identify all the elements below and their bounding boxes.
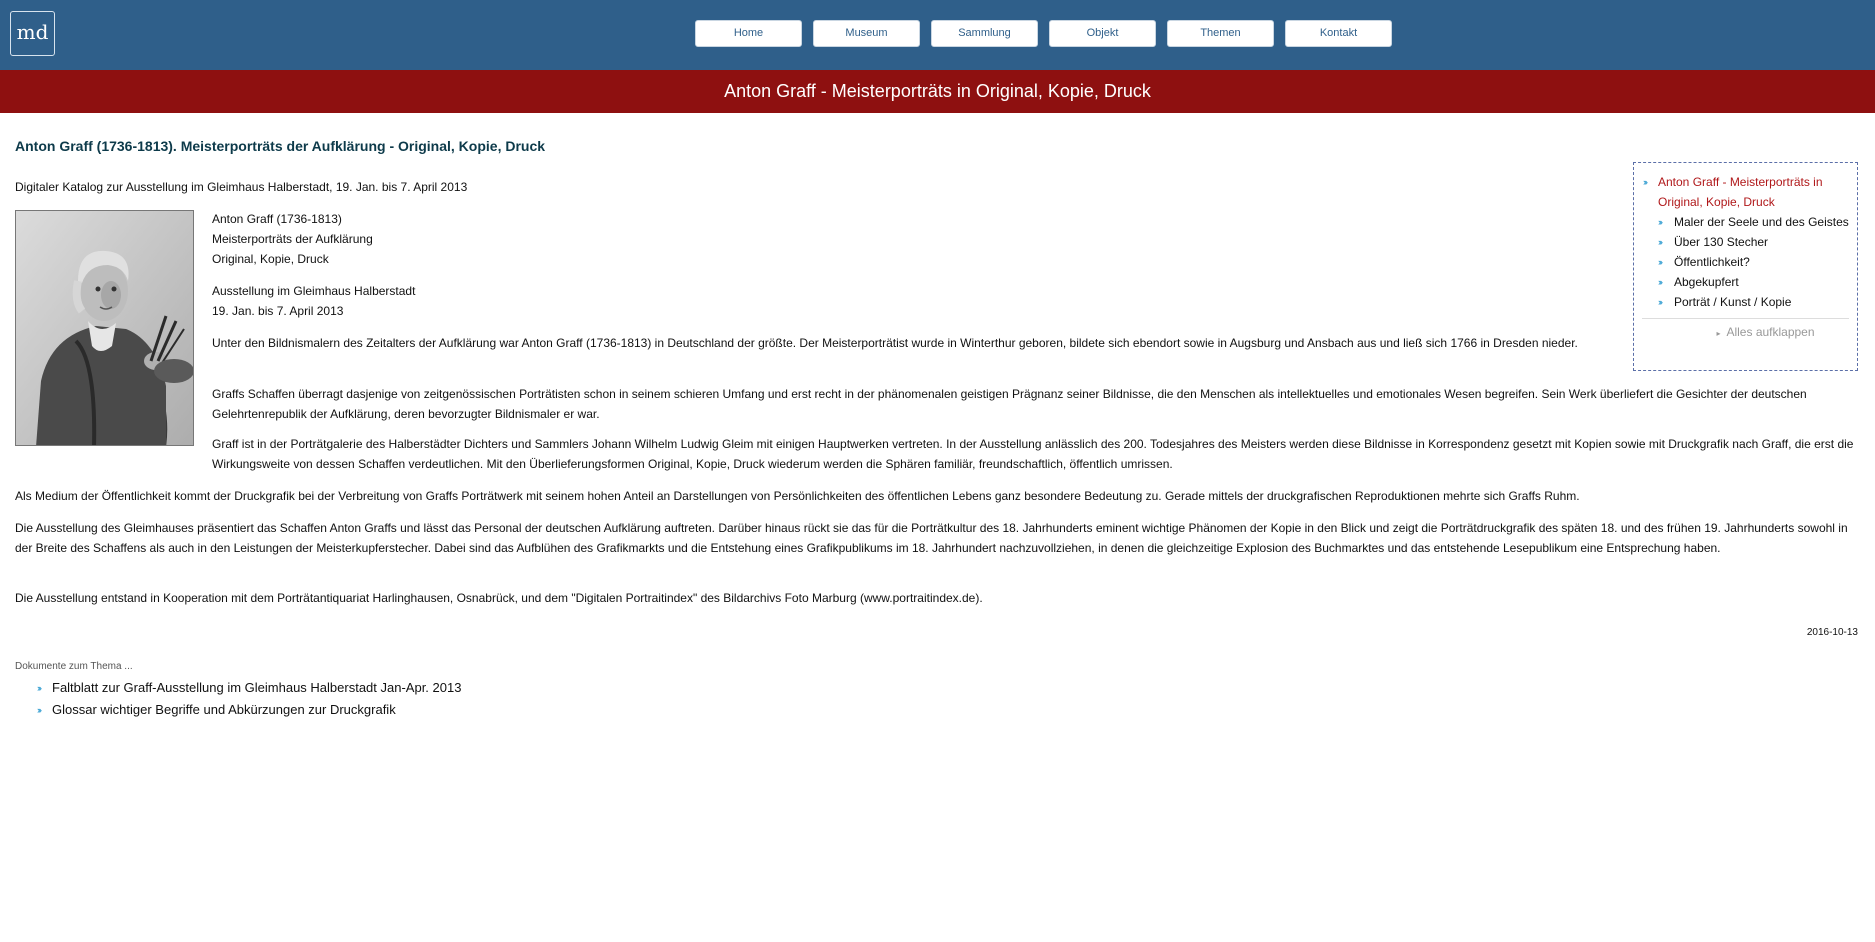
double-chevron-right-icon: ›››: [1643, 177, 1646, 187]
banner-title: Anton Graff - Meisterporträts in Original, Kopie, Druck: [724, 81, 1151, 101]
title-line-3: Original, Kopie, Druck: [212, 252, 329, 266]
title-banner: [0, 70, 1875, 113]
double-chevron-right-icon: ›››: [1658, 277, 1661, 287]
main-navigation: [695, 20, 1392, 47]
nav-themen-button[interactable]: Themen: [1167, 20, 1274, 47]
title-line-2: Meisterporträts der Aufklärung: [212, 232, 373, 246]
paragraph-6-text: Die Ausstellung entstand in Kooperation mit dem Porträtantiquariat Harlinghausen, Osnabrück, und dem "Digitalen Portraitindex" des Bildarchivs Foto Marburg (www.portraitindex.de).: [15, 591, 983, 605]
documents-list: [37, 677, 461, 721]
nav-kontakt-button[interactable]: Kontakt: [1285, 20, 1392, 47]
double-chevron-right-icon: ›››: [37, 705, 40, 715]
title-line-1: Anton Graff (1736-1813): [212, 212, 342, 226]
paragraph-4-text: Als Medium der Öffentlichkeit kommt der Druckgrafik bei der Verbreitung von Graffs Porträtwerk mit seinem hohen Anteil an Darstellungen von Persönlichkeiten des öffentlichen Lebens ganz besondere Bedeutung zu. Gerade mittels der druckgrafischen Reproduktionen mehrte sich Graffs Ruhm.: [15, 489, 1580, 503]
exhibition-block: [212, 281, 1597, 321]
section-navigation: [1633, 162, 1858, 371]
sidenav-item-stecher[interactable]: [1634, 232, 1857, 252]
page-heading: Anton Graff (1736-1813). Meisterporträts der Aufklärung - Original, Kopie, Druck: [15, 138, 546, 154]
paragraph-2: [212, 384, 1858, 424]
sidenav-item-portraet-kunst-kopie[interactable]: [1634, 292, 1857, 312]
sidenav-item-label[interactable]: Öffentlichkeit?: [1674, 255, 1750, 269]
sidenav-item-current[interactable]: [1634, 172, 1857, 212]
paragraph-6: [15, 588, 1858, 608]
nav-sammlung-button[interactable]: Sammlung: [931, 20, 1038, 47]
sidenav-item-maler[interactable]: [1634, 212, 1857, 232]
nav-museum-button[interactable]: Museum: [813, 20, 920, 47]
caret-right-icon: ▸: [1716, 329, 1721, 338]
document-link[interactable]: [37, 699, 461, 721]
last-updated-date: 2016-10-13: [1806, 627, 1858, 638]
double-chevron-right-icon: ›››: [37, 683, 40, 693]
nav-objekt-button[interactable]: Objekt: [1049, 20, 1156, 47]
paragraph-1: [212, 333, 1597, 353]
expand-all-button[interactable]: [1634, 321, 1857, 345]
expand-all-label[interactable]: Alles aufklappen: [1726, 325, 1815, 339]
intro-text: Digitaler Katalog zur Ausstellung im Gleimhaus Halberstadt, 19. Jan. bis 7. April 2013: [15, 180, 468, 194]
paragraph-3: [212, 434, 1858, 474]
double-chevron-right-icon: ›››: [1658, 297, 1661, 307]
document-link-label[interactable]: Faltblatt zur Graff-Ausstellung im Gleimhaus Halberstadt Jan-Apr. 2013: [52, 680, 462, 695]
paragraph-5-text: Die Ausstellung des Gleimhauses präsentiert das Schaffen Anton Graffs und lässt das Personal der deutschen Aufklärung auftreten. Darüber hinaus rückt sie das für die Porträtkultur des 18. Jahrhunderts eminent wichtige Phänomen der Kopie in den Blick und zeigt die Porträtdruckgrafik des späten 18. und des frühen 19. Jahrhunderts sowohl in der Breite des Schaffens als auch in den Leistungen der Meisterkupferstecher. Dabei sind das Aufblühen des Grafikmarkts und die Entstehung eines Grafikpublikums im 18. Jahrhundert nachzuvollziehen, in denen die gleichzeitige Explosion des Buchmarktes und das entstehende Lesepublikum eine Entsprechung haben.: [15, 521, 1848, 555]
sidenav-item-oeffentlichkeit[interactable]: [1634, 252, 1857, 272]
sidenav-item-label[interactable]: Abgekupfert: [1674, 275, 1739, 289]
paragraph-2-text: Graffs Schaffen überragt dasjenige von zeitgenössischen Porträtisten schon in seinem schieren Umfang und erst recht in der phänomenalen geistigen Prägnanz seiner Bildnisse, die den Menschen als intellektuelles und emotionales Wesen begreifen. Sein Werk überliefert die Gesichter der deutschen Gelehrtenrepublik der Aufklärung, deren bevorzugter Bildnismaler er war.: [212, 387, 1807, 421]
double-chevron-right-icon: ›››: [1658, 217, 1661, 227]
document-link-label[interactable]: Glossar wichtiger Begriffe und Abkürzungen zur Druckgrafik: [52, 702, 396, 717]
documents-label: Dokumente zum Thema ...: [15, 661, 133, 672]
double-chevron-right-icon: ›››: [1658, 257, 1661, 267]
paragraph-4: [15, 486, 1858, 506]
site-logo[interactable]: md: [10, 11, 55, 56]
nav-home-button[interactable]: Home: [695, 20, 802, 47]
document-link[interactable]: [37, 677, 461, 699]
paragraph-1-text: Unter den Bildnismalern des Zeitalters der Aufklärung war Anton Graff (1736-1813) in Deutschland der größte. Der Meisterporträtist wurde in Winterthur geboren, bildete sich ebendort sowie in Augsburg und Ansbach aus und ließ sich 1766 in Dresden nieder.: [212, 336, 1578, 350]
paragraph-5: [15, 518, 1858, 558]
portrait-image[interactable]: [15, 210, 194, 446]
sidenav-item-label[interactable]: Maler der Seele und des Geistes: [1674, 215, 1849, 229]
sidenav-item-label[interactable]: Porträt / Kunst / Kopie: [1674, 295, 1792, 309]
catalog-title-block: [212, 209, 1597, 269]
sidenav-item-abgekupfert[interactable]: [1634, 272, 1857, 292]
sidenav-item-label[interactable]: Anton Graff - Meisterporträts in Original, Kopie, Druck: [1658, 175, 1823, 209]
double-chevron-right-icon: ›››: [1658, 237, 1661, 247]
exhibition-line-2: 19. Jan. bis 7. April 2013: [212, 304, 344, 318]
sidenav-divider: [1642, 318, 1849, 319]
sidenav-item-label[interactable]: Über 130 Stecher: [1674, 235, 1769, 249]
exhibition-line-1: Ausstellung im Gleimhaus Halberstadt: [212, 284, 416, 298]
top-bar: [0, 0, 1875, 70]
paragraph-3-text: Graff ist in der Porträtgalerie des Halberstädter Dichters und Sammlers Johann Wilhelm Ludwig Gleim mit einigen Hauptwerken vertreten. In der Ausstellung anlässlich des 200. Todesjahres des Meisters werden diese Bildnisse in Korrespondenz gesetzt mit Kopien sowie mit Druckgrafik nach Graff, die erst die Wirkungsweite von dessen Schaffen verdeutlichen. Mit den Überlieferungsformen Original, Kopie, Druck wiederum werden die Sphären familiär, freundschaftlich, öffentlich umrissen.: [212, 437, 1854, 471]
